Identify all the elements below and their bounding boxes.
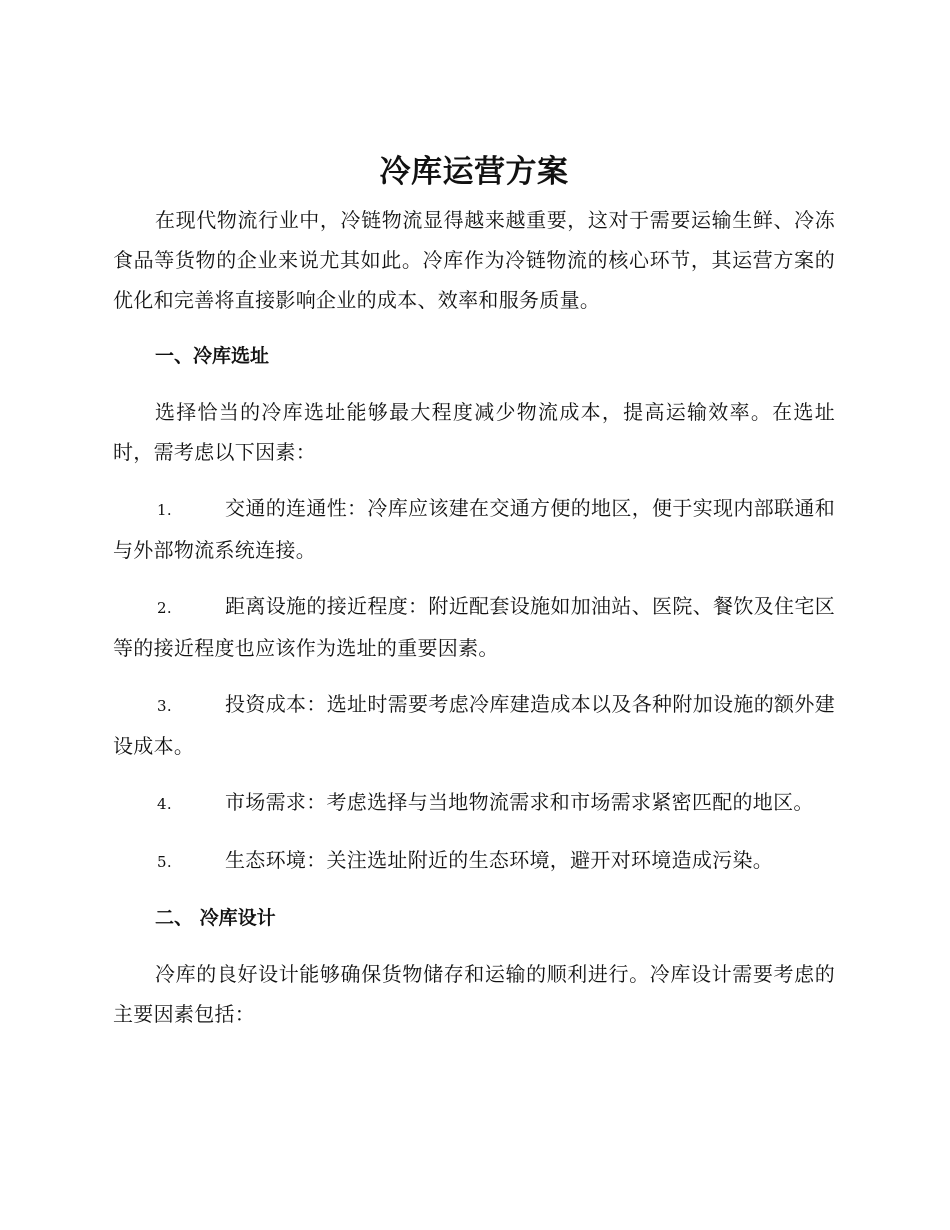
intro-paragraph: 在现代物流行业中，冷链物流显得越来越重要，这对于需要运输生鲜、冷冻食品等货物的企业来说尤其如此。冷库作为冷链物流的核心环节，其运营方案的优化和完善将直接影响企业的成本、效率和服务质量。 [113,208,835,312]
list-item-text: 投资成本：选址时需要考虑冷库建造成本以及各种附加设施的额外建设成本。 [113,692,835,758]
section-heading-site-selection: 一、冷库选址 [155,345,270,367]
document-page [113,150,835,1050]
list-item [113,488,835,570]
list-item [113,684,835,766]
section1-intro-paragraph: 选择恰当的冷库选址能够最大程度减少物流成本，提高运输效率。在选址时，需考虑以下因素： [113,400,835,464]
list-item [113,782,835,824]
list-item-text: 交通的连通性：冷库应该建在交通方便的地区，便于实现内部联通和与外部物流系统连接。 [113,496,835,562]
list-item-text: 市场需求：考虑选择与当地物流需求和市场需求紧密匹配的地区。 [225,790,814,814]
section-heading-design: 二、 冷库设计 [155,907,276,929]
list-item-number: 4. [157,795,172,813]
list-item [113,586,835,668]
list-item-number: 2. [157,599,172,617]
document-title: 冷库运营方案 [379,154,569,190]
list-item-number: 1. [157,501,172,519]
list-item-number: 3. [157,697,172,715]
section2-intro-paragraph: 冷库的良好设计能够确保货物储存和运输的顺利进行。冷库设计需要考虑的主要因素包括： [113,962,835,1026]
list-item [113,840,835,882]
list-item-text: 生态环境：关注选址附近的生态环境，避开对环境造成污染。 [225,848,774,872]
list-item-text: 距离设施的接近程度：附近配套设施如加油站、医院、餐饮及住宅区等的接近程度也应该作为选址的重要因素。 [113,594,835,660]
list-item-number: 5. [157,853,172,871]
